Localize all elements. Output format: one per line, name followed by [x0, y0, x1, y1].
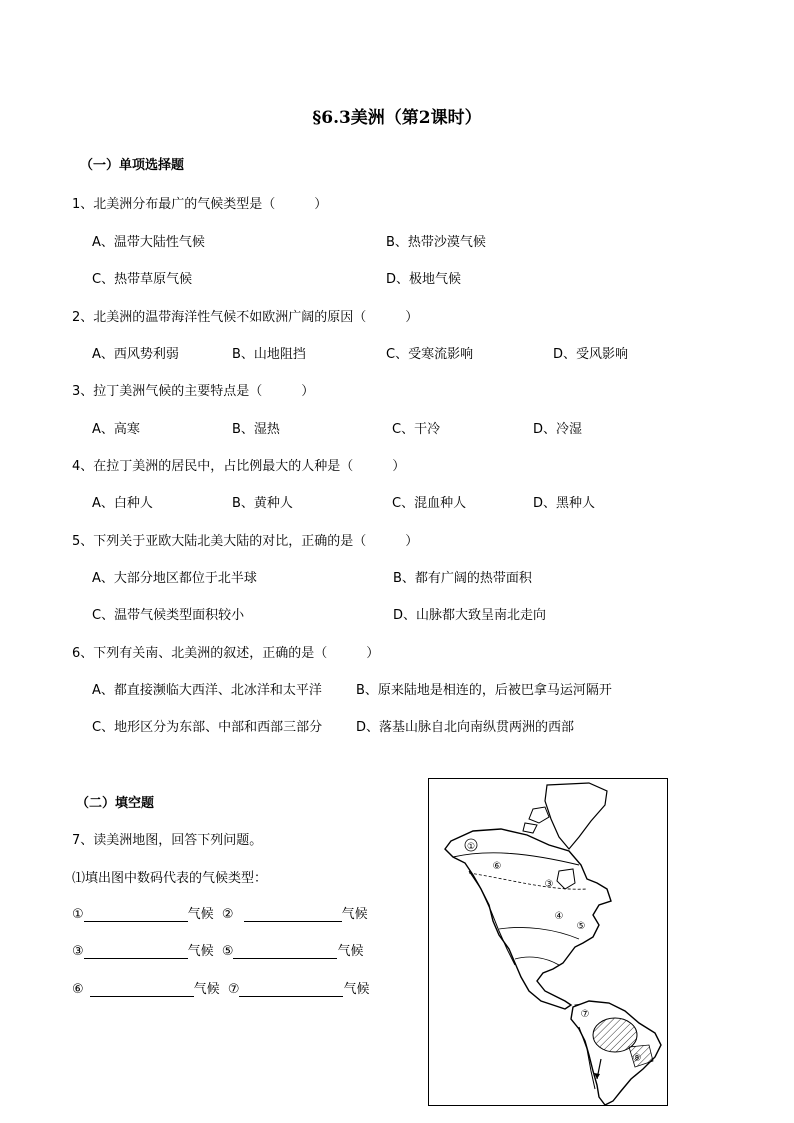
- q3-option-d: D、冷湿: [533, 422, 583, 437]
- section-heading-single-choice: （一）单项选择题: [80, 158, 185, 173]
- q6-option-d: D、落基山脉自北向南纵贯两洲的西部: [356, 720, 575, 735]
- q4-option-b: B、黄种人: [232, 496, 293, 511]
- map-label-7: ⑦: [580, 1009, 590, 1020]
- fill-suffix: 气候: [341, 907, 368, 922]
- q3-option-a: A、高寒: [92, 422, 140, 437]
- answer-blank-6[interactable]: [90, 982, 194, 997]
- q5-option-d: D、山脉都大致呈南北走向: [393, 608, 547, 623]
- section-heading-fill-in: （二）填空题: [76, 796, 155, 811]
- answer-blank-5[interactable]: [233, 944, 337, 959]
- question-5: 5、下列关于亚欧大陆北美大陆的对比，正确的是（ ）: [72, 534, 419, 549]
- map-label-6: ⑥: [492, 861, 502, 872]
- q2-option-c: C、受寒流影响: [386, 347, 474, 362]
- fill-row-1: [72, 903, 368, 922]
- q4-option-d: D、黑种人: [533, 496, 596, 511]
- q1-option-a: A、温带大陆性气候: [92, 235, 205, 250]
- answer-blank-2[interactable]: [244, 907, 342, 922]
- question-7: 7、读美洲地图，回答下列问题。: [72, 833, 263, 848]
- fill-row-3: [72, 978, 369, 997]
- q4-option-a: A、白种人: [92, 496, 153, 511]
- fill-suffix: 气候: [193, 982, 220, 997]
- arctic-island: [529, 807, 549, 823]
- q2-option-a: A、西风势利弱: [92, 347, 179, 362]
- q3-option-b: B、湿热: [232, 422, 280, 437]
- q1-option-d: D、极地气候: [386, 272, 462, 287]
- fill-suffix: 气候: [337, 944, 364, 959]
- q1-option-b: B、热带沙漠气候: [386, 235, 486, 250]
- fill-marker-7: ⑦: [227, 982, 240, 997]
- fill-row-2: [72, 940, 363, 959]
- map-label-3: ③: [544, 879, 554, 890]
- answer-blank-1[interactable]: [84, 907, 188, 922]
- q6-option-b: B、原来陆地是相连的，后被巴拿马运河隔开: [356, 683, 612, 698]
- question-6: 6、下列有关南、北美洲的叙述，正确的是（ ）: [72, 646, 380, 661]
- map-label-5: ⑤: [576, 921, 586, 932]
- map-label-1: ①: [466, 842, 476, 852]
- q5-option-b: B、都有广阔的热带面积: [393, 571, 532, 586]
- greenland-shape: [545, 783, 607, 849]
- q3-option-c: C、干冷: [392, 422, 441, 437]
- q4-option-c: C、混血种人: [392, 496, 467, 511]
- q5-option-c: C、温带气候类型面积较小: [92, 608, 245, 623]
- americas-map-drawing: [429, 779, 667, 1105]
- q2-option-d: D、受风影响: [553, 347, 629, 362]
- map-label-4: ④: [554, 911, 564, 922]
- page-title: §6.3美洲（第2课时）: [312, 108, 482, 128]
- fill-marker-3: ③: [72, 944, 84, 959]
- fill-marker-5: ⑤: [221, 944, 234, 959]
- fill-suffix: 气候: [187, 944, 214, 959]
- fill-suffix: 气候: [187, 907, 214, 922]
- question-2: 2、北美洲的温带海洋性气候不如欧洲广阔的原因（ ）: [72, 310, 419, 325]
- question-4: 4、在拉丁美洲的居民中，占比例最大的人种是（ ）: [72, 459, 406, 474]
- map-label-8: ⑧: [632, 1053, 642, 1064]
- fill-suffix: 气候: [343, 982, 370, 997]
- arctic-island: [523, 823, 537, 833]
- fill-marker-2: ②: [221, 907, 234, 922]
- answer-blank-3[interactable]: [84, 944, 188, 959]
- q6-option-c: C、地形区分为东部、中部和西部三部分: [92, 720, 323, 735]
- q5-option-a: A、大部分地区都位于北半球: [92, 571, 257, 586]
- fill-marker-1: ①: [72, 907, 84, 922]
- question-3: 3、拉丁美洲气候的主要特点是（ ）: [72, 384, 315, 399]
- americas-climate-map: [428, 778, 668, 1106]
- answer-blank-7[interactable]: [239, 982, 343, 997]
- q2-option-b: B、山地阻挡: [232, 347, 306, 362]
- question-7-sub-1: ⑴填出图中数码代表的气候类型：: [72, 871, 268, 886]
- fill-marker-6: ⑥: [72, 982, 84, 997]
- question-1: 1、北美洲分布最广的气候类型是（ ）: [72, 197, 328, 212]
- q6-option-a: A、都直接濒临大西洋、北冰洋和太平洋: [92, 683, 322, 698]
- q1-option-c: C、热带草原气候: [92, 272, 193, 287]
- north-america-shape: [445, 829, 611, 1009]
